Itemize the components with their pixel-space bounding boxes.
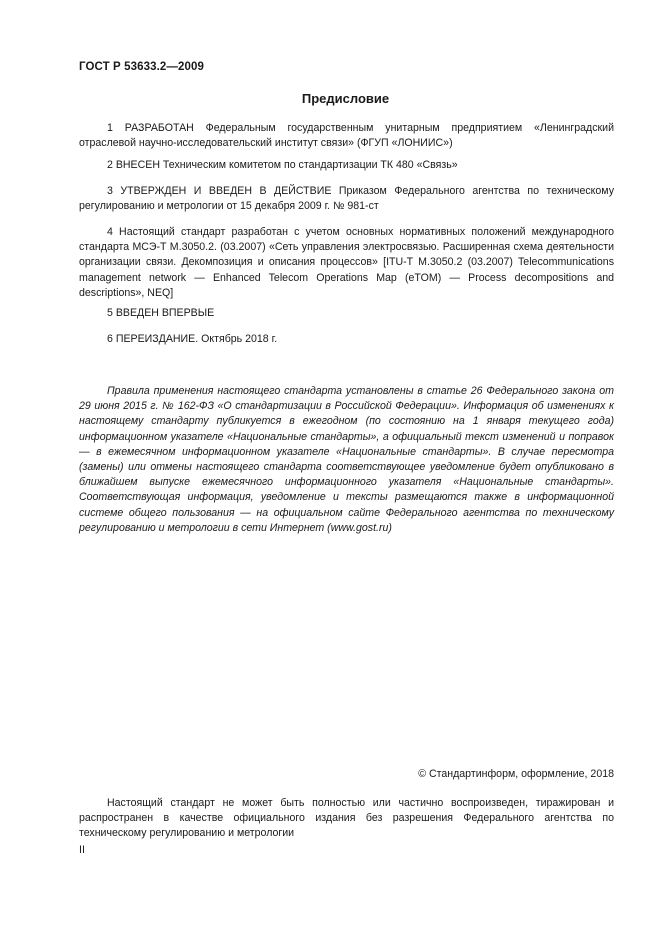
foreword-item-2: 2 ВНЕСЕН Техническим комитетом по стандартизации ТК 480 «Связь» [107, 159, 458, 171]
notice-paragraph: Правила применения настоящего стандарта установлены в статье 26 Федерального закона от 29 июня 2015 г. № 162-ФЗ «О стандартизации в Российской Федерации». Информация об изменениях к настоящему стандарту публикуется в ежегодном (по состоянию на 1 января текущего года) информационном указателе «Национальные стандарты», а официальный текст изменений и поправок — в ежемесячном информационном указателе «Национальные стандарты». В случае пересмотра (замены) или отмены настоящего стандарта соответствующее уведомление будет опубликовано в ближайшем выпуске ежемесячного информационного указателя «Национальные стандарты». Соответствующая информация, уведомление и тексты размещаются также в информационной системе общего пользования — на официальном сайте Федерального агентства по техническому регулированию и метрологии в сети Интернет (www.gost.ru) [79, 385, 614, 534]
standard-header: ГОСТ Р 53633.2—2009 [79, 61, 204, 73]
copyright-line: © Стандартинформ, оформление, 2018 [418, 768, 614, 780]
foreword-item-6: 6 ПЕРЕИЗДАНИЕ. Октябрь 2018 г. [107, 333, 278, 345]
reproduction-notice: Настоящий стандарт не может быть полностью или частично воспроизведен, тиражирован и распространен в качестве официального издания без разрешения Федерального агентства по техническому регулированию и метрологии [79, 797, 614, 840]
foreword-item-1: 1 РАЗРАБОТАН Федеральным государственным унитарным предприятием «Ленинградский отраслевой научно-исследовательский институт связи» (ФГУП «ЛОНИИС») [79, 122, 614, 150]
foreword-item-3: 3 УТВЕРЖДЕН И ВВЕДЕН В ДЕЙСТВИЕ Приказом Федерального агентства по техническому регулированию и метрологии от 15 декабря 2009 г. № 981-ст [79, 185, 614, 213]
page-title: Предисловие [301, 91, 390, 106]
foreword-item-4: 4 Настоящий стандарт разработан с учетом основных нормативных положений международного стандарта МСЭ-Т М.3050.2. (03.2007) «Сеть управления электросвязью. Расширенная схема деятельности организации связи. Декомпозиция и описания процессов» [ITU-T M.3050.2 (03.2007) Telecommunications management network — Enhanced Telecom Operations Map (eTOM) — Process decompositions and descriptions», NEQ] [79, 226, 614, 299]
foreword-item-5: 5 ВВЕДЕН ВПЕРВЫЕ [107, 307, 215, 319]
page-number: II [79, 844, 85, 856]
